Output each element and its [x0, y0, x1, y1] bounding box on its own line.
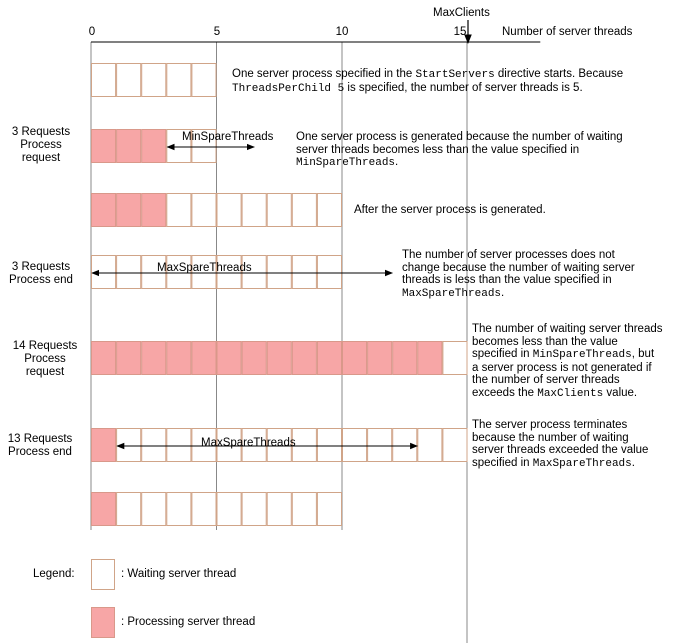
description-line: MinSpareThreads. [296, 156, 399, 170]
waiting-thread-cell [217, 194, 241, 227]
waiting-thread-cell [167, 429, 191, 462]
waiting-thread-cell [167, 194, 191, 227]
legend-title: Legend: [33, 568, 75, 580]
tick-label-5: 5 [213, 26, 221, 38]
waiting-thread-cell [368, 429, 392, 462]
processing-thread-cell [117, 342, 141, 375]
processing-thread-cell [92, 493, 116, 526]
description-line: becomes less than the value [472, 335, 618, 348]
row-label-3-requests-process-request: 3 Requests Process request [11, 126, 71, 164]
description-line: After the server process is generated. [354, 204, 546, 216]
description-line: specified in MinSpareThreads, but [472, 348, 655, 362]
waiting-thread-cell [443, 342, 467, 375]
row-description-3-requests-process-request [296, 131, 623, 170]
row-description-3-requests-process-end [402, 249, 635, 300]
processing-thread-cell [192, 342, 216, 375]
processing-thread-cell [92, 342, 116, 375]
row-description-after-generation [354, 204, 546, 217]
description-line: The number of server processes does not [402, 249, 615, 261]
max-spare-threads-arrow-label: MaxSpareThreads [157, 262, 252, 274]
waiting-thread-cell [192, 194, 216, 227]
row-label-14-requests-process-request: 14 Requests Process request [12, 340, 78, 378]
processing-thread-cell [92, 194, 116, 227]
legend-waiting-label: : Waiting server thread [121, 568, 237, 580]
description-line: MaxSpareThreads. [402, 286, 505, 300]
waiting-thread-cell [267, 256, 291, 289]
legend-waiting-swatch [91, 559, 115, 590]
waiting-thread-cell [292, 194, 316, 227]
description-line: a server process is not generated if [472, 361, 652, 374]
waiting-thread-cell [167, 64, 191, 97]
row-label-3-requests-process-end: 3 Requests Process end [9, 261, 73, 286]
waiting-thread-cell [117, 429, 141, 462]
waiting-thread-cell [192, 64, 216, 97]
row-description-14-requests-process-request [472, 323, 662, 401]
description-line: server threads exceeded the value [472, 444, 649, 457]
waiting-thread-cell [393, 429, 417, 462]
tick-label-0: 0 [88, 26, 96, 38]
max-spare-threads-arrow-label-2: MaxSpareThreads [201, 437, 296, 449]
description-line: One server process specified in the StartServers directive starts. Because [232, 68, 624, 81]
processing-thread-cell [418, 342, 442, 375]
processing-thread-cell [368, 342, 392, 375]
description-line: One server process is generated because the number of waiting [296, 131, 623, 143]
processing-thread-cell [317, 342, 341, 375]
waiting-thread-cell [117, 256, 141, 289]
legend-processing-swatch [91, 607, 115, 638]
processing-thread-cell [343, 342, 367, 375]
tick-label-10: 10 [335, 26, 349, 38]
waiting-thread-cell [142, 64, 166, 97]
description-line: the number of server threads [472, 374, 620, 387]
waiting-thread-cell [343, 429, 367, 462]
waiting-thread-cell [267, 194, 291, 227]
waiting-thread-cell [117, 64, 141, 97]
waiting-thread-cell [217, 493, 241, 526]
processing-thread-cell [242, 342, 266, 375]
description-line: threads is less than the value specified in [402, 274, 612, 287]
waiting-thread-cell [317, 194, 341, 227]
waiting-thread-cell [142, 493, 166, 526]
processing-thread-cell [142, 342, 166, 375]
waiting-thread-cell [292, 493, 316, 526]
min-spare-threads-arrow-label: MinSpareThreads [182, 131, 274, 143]
axis-label: Number of server threads [502, 26, 633, 38]
processing-thread-cell [142, 130, 166, 163]
waiting-thread-cell [242, 493, 266, 526]
waiting-thread-cell [92, 64, 116, 97]
waiting-thread-cell [242, 194, 266, 227]
description-line: specified in MaxSpareThreads. [472, 456, 635, 470]
description-line: server threads becomes less than the value specified in [296, 143, 580, 156]
waiting-thread-cell [317, 493, 341, 526]
processing-thread-cell [267, 342, 291, 375]
arrows [92, 147, 417, 446]
waiting-thread-cell [317, 429, 341, 462]
description-line: change because the number of waiting server [402, 261, 635, 274]
processing-thread-cell [117, 130, 141, 163]
waiting-thread-cell [418, 429, 442, 462]
description-line: The number of waiting server threads [472, 323, 663, 335]
processing-thread-cell [117, 194, 141, 227]
legend-processing-label: : Processing server thread [121, 616, 256, 628]
row-description-13-requests-process-end [472, 419, 648, 470]
waiting-thread-cell [267, 493, 291, 526]
axis [88, 20, 540, 43]
waiting-thread-cell [167, 493, 191, 526]
processing-thread-cell [393, 342, 417, 375]
description-line: because the number of waiting [472, 431, 629, 444]
processing-thread-cell [292, 342, 316, 375]
row-description-start [232, 68, 623, 95]
waiting-thread-cell [292, 256, 316, 289]
waiting-thread-cell [192, 493, 216, 526]
processing-thread-cell [92, 130, 116, 163]
processing-thread-cell [92, 429, 116, 462]
waiting-thread-cell [317, 256, 341, 289]
max-clients-label: MaxClients [433, 7, 490, 19]
row-label-13-requests-process-end: 13 Requests Process end [7, 433, 73, 458]
description-line: exceeds the MaxClients value. [472, 386, 638, 400]
processing-thread-cell [217, 342, 241, 375]
description-line: The server process terminates [472, 419, 628, 431]
tick-label-15: 15 [453, 26, 467, 38]
waiting-thread-cell [443, 429, 467, 462]
processing-thread-cell [142, 194, 166, 227]
waiting-thread-cell [92, 256, 116, 289]
waiting-thread-cell [142, 429, 166, 462]
processing-thread-cell [167, 342, 191, 375]
waiting-thread-cell [117, 493, 141, 526]
description-line: ThreadsPerChild 5 is specified, the number of server threads is 5. [232, 81, 583, 95]
